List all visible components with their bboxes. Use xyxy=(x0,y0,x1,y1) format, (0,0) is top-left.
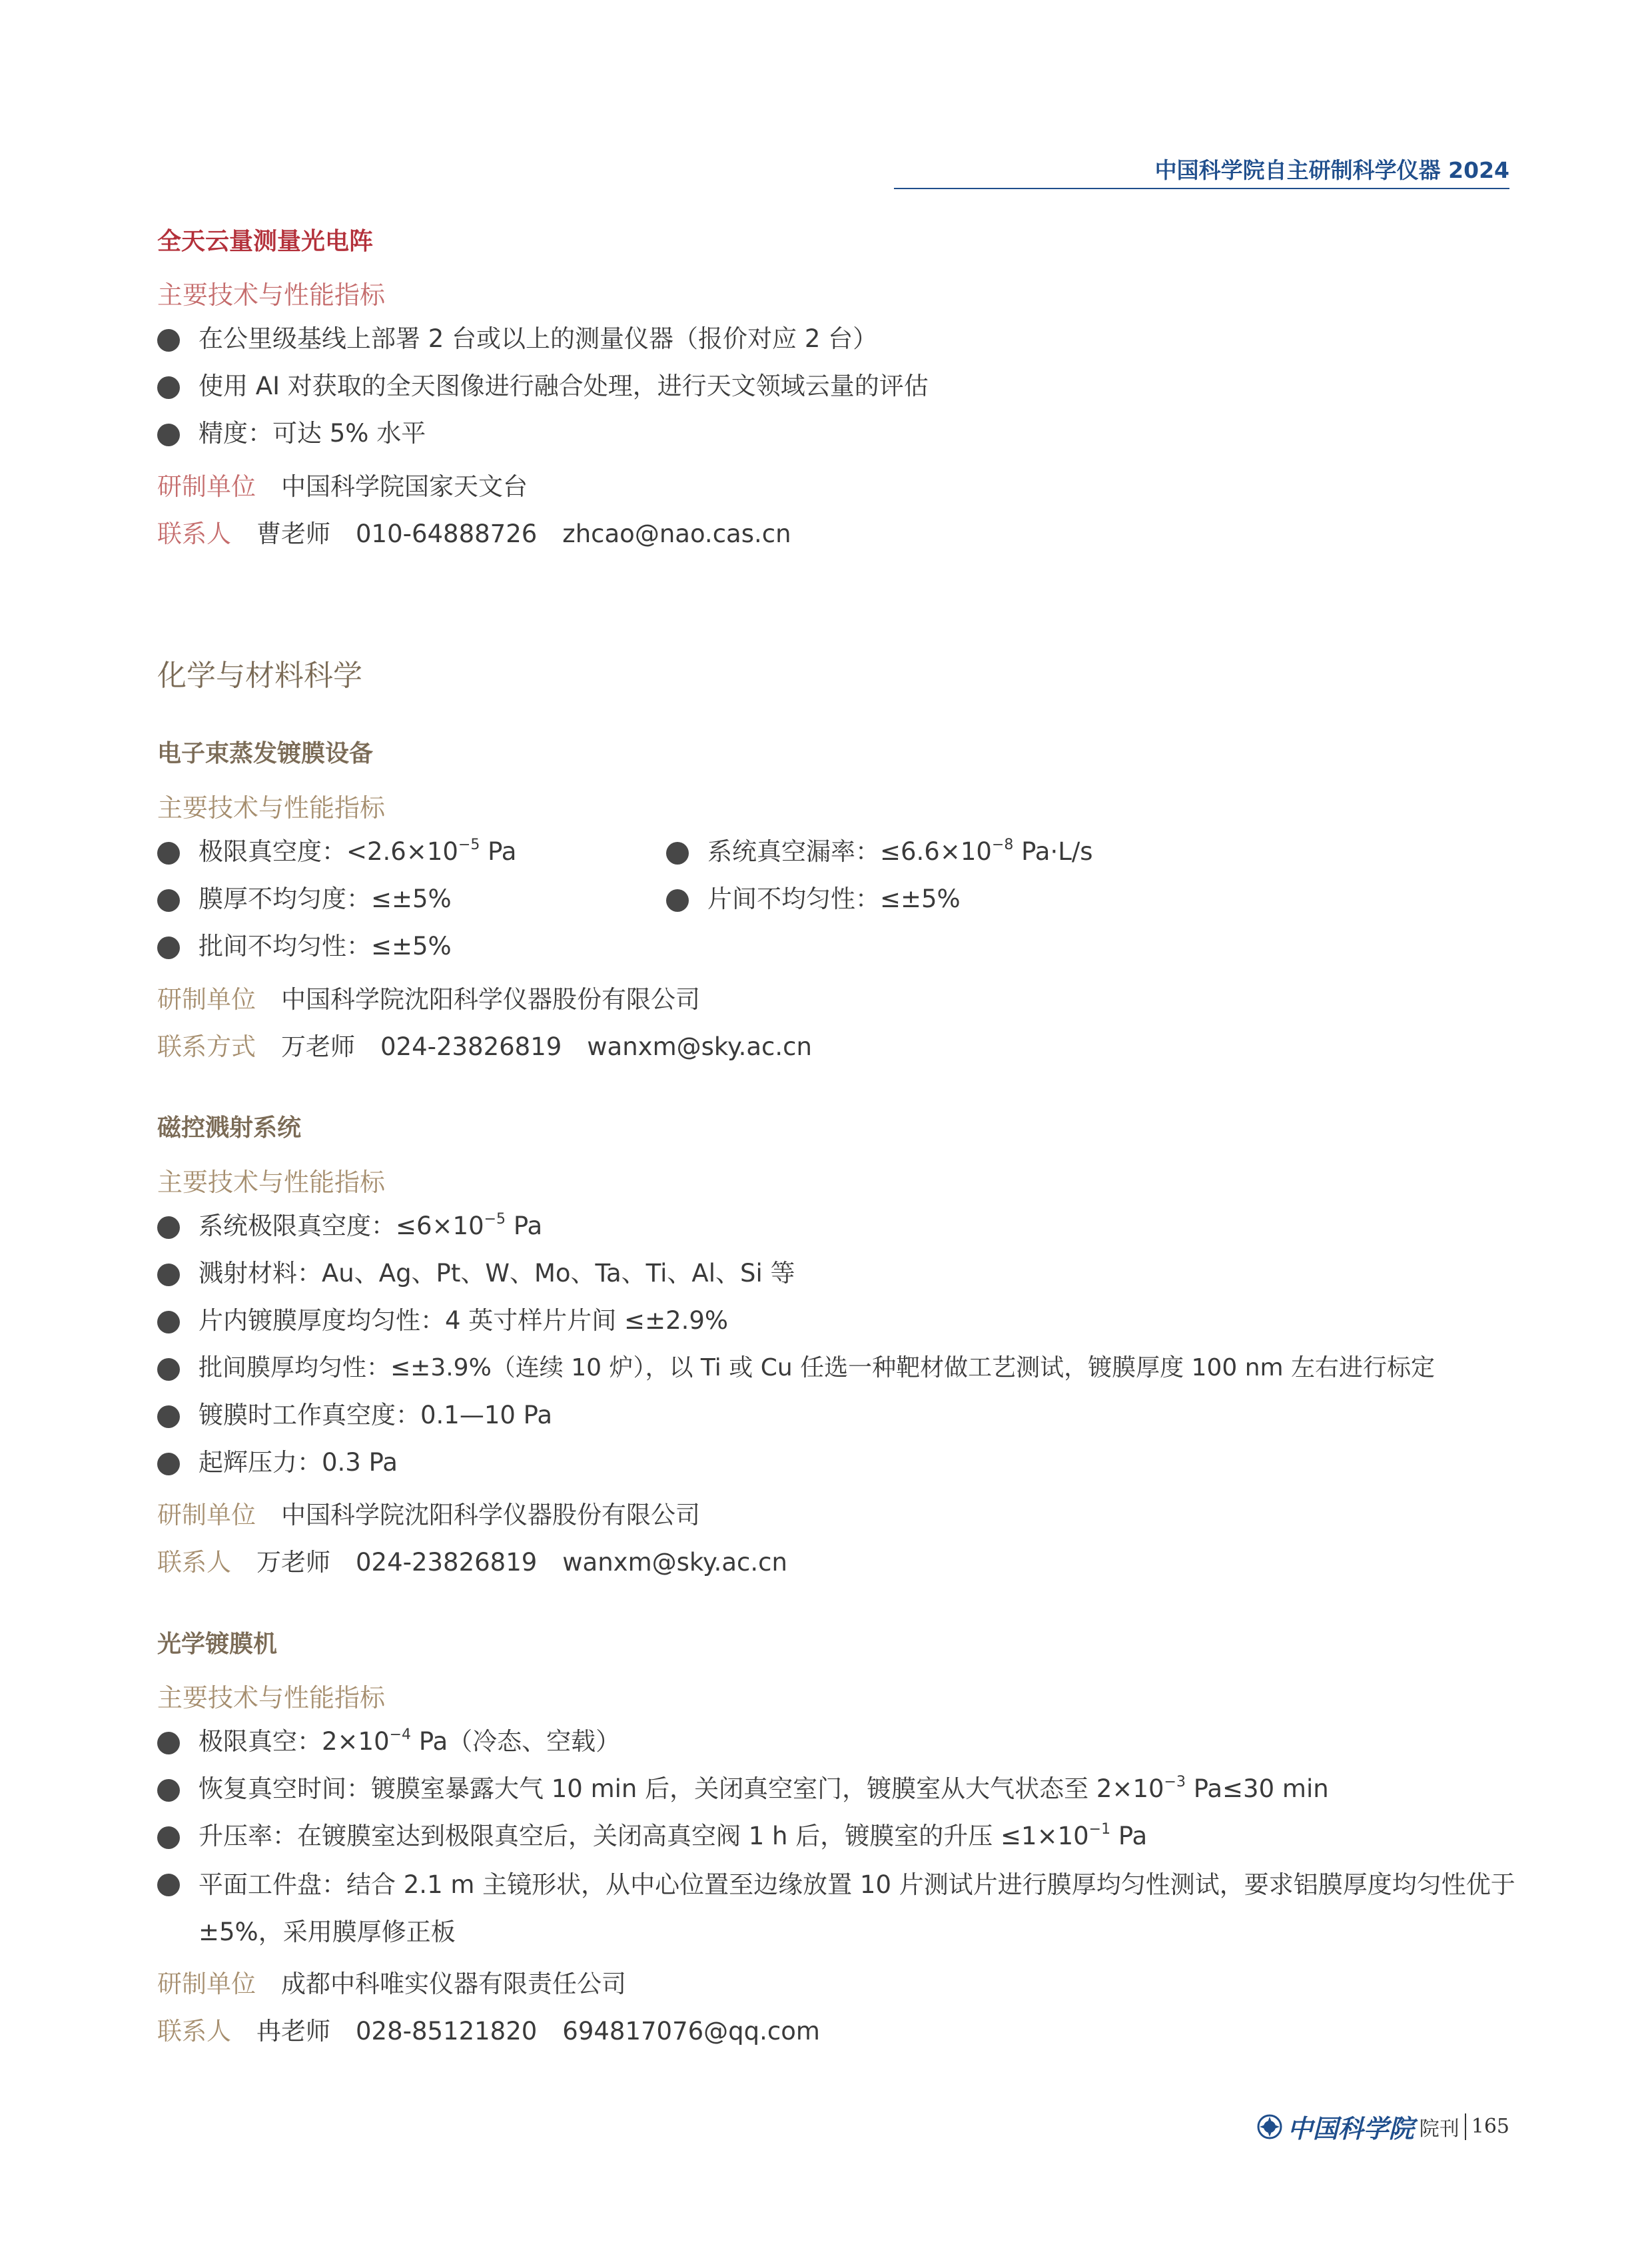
developer-name: 中国科学院沈阳科学仪器股份有限公司 xyxy=(281,1501,700,1529)
publication-name: 院刊 xyxy=(1419,2117,1459,2141)
contact-email: wanxm@sky.ac.cn xyxy=(587,1032,812,1061)
contact-email: zhcao@nao.cas.cn xyxy=(562,520,791,548)
item-title: 电子束蒸发镀膜设备 xyxy=(157,740,374,767)
developer-line xyxy=(157,1964,626,2000)
item-title: 全天云量测量光电阵 xyxy=(157,228,374,255)
specs-heading: 主要技术与性能指标 xyxy=(157,793,386,823)
contact-phone: 024-23826819 xyxy=(356,1548,538,1577)
spec-bullet: 镀膜时工作真空度：0.1—10 Pa xyxy=(157,1398,552,1433)
contact-phone: 024-23826819 xyxy=(380,1032,562,1061)
contact-email: 694817076@qq.com xyxy=(562,2017,820,2046)
developer-line xyxy=(157,466,528,502)
specs-heading: 主要技术与性能指标 xyxy=(157,1168,386,1197)
contact-name: 万老师 xyxy=(256,1548,330,1577)
spec-bullet: 系统极限真空度：$\le 6\times 10^{-5}$ Pa xyxy=(157,1209,542,1244)
spec-bullet: 起辉压力：0.3 Pa xyxy=(157,1445,398,1480)
specs-heading: 主要技术与性能指标 xyxy=(157,280,386,310)
running-header-title: 中国科学院自主研制科学仪器 2024 xyxy=(1154,157,1509,183)
item-title: 磁控溅射系统 xyxy=(157,1114,302,1142)
developer-name: 中国科学院国家天文台 xyxy=(281,472,528,501)
page-number: 165 xyxy=(1471,2115,1509,2138)
spec-bullet: 片内镀膜厚度均匀性：4 英寸样片片间 ≤±2.9% xyxy=(157,1304,728,1338)
section-title: 化学与材料科学 xyxy=(157,659,362,693)
contact-line xyxy=(157,514,791,550)
footer-divider xyxy=(1465,2113,1466,2140)
spec-bullet: 批间膜厚均匀性：≤±3.9%（连续 10 炉），以 Ti 或 Cu 任选一种靶材做工艺测试，镀膜厚度 100 nm 左右进行标定 xyxy=(157,1351,1435,1385)
contact-name: 冉老师 xyxy=(256,2017,330,2046)
spec-bullet: 升压率：在镀膜室达到极限真空后，关闭高真空阀 1 h 后，镀膜室的升压 $\le 1\times 10^{-1}$ Pa xyxy=(157,1819,1147,1854)
page-footer xyxy=(1257,2108,1509,2145)
developer-name: 中国科学院沈阳科学仪器股份有限公司 xyxy=(281,985,700,1014)
specs-heading: 主要技术与性能指标 xyxy=(157,1683,386,1712)
spec-bullet: 极限真空：$2\times 10^{-4}$ Pa（冷态、空载） xyxy=(157,1724,620,1759)
contact-line xyxy=(157,2011,820,2047)
spec-bullet: 极限真空度：$<2.6\times 10^{-5}$ Pa xyxy=(157,835,516,869)
developer-name: 成都中科唯实仪器有限责任公司 xyxy=(281,1970,626,1998)
developer-label: 研制单位 xyxy=(157,1501,256,1529)
contact-name: 万老师 xyxy=(281,1032,355,1061)
spec-bullet: 恢复真空时间：镀膜室暴露大气 10 min 后，关闭真空室门，镀膜室从大气状态至 $2\times 10^{-3}$ Pa≤30 min xyxy=(157,1772,1329,1806)
spec-bullet: 系统真空漏率：$\le 6.6\times 10^{-8}$ Pa·L/s xyxy=(666,835,1093,869)
cas-emblem-icon xyxy=(1257,2114,1282,2139)
contact-label: 联系人 xyxy=(157,520,231,548)
spec-bullet: 使用 AI 对获取的全天图像进行融合处理，进行天文领域云量的评估 xyxy=(157,369,929,404)
spec-bullet: 精度：可达 5% 水平 xyxy=(157,416,426,451)
contact-line xyxy=(157,1542,787,1578)
contact-label: 联系人 xyxy=(157,2017,231,2046)
cas-logo-text: 中国科学院 xyxy=(1287,2113,1414,2143)
spec-bullet: 在公里级基线上部署 2 台或以上的测量仪器（报价对应 2 台） xyxy=(157,322,877,356)
spec-bullet: 膜厚不均匀度：≤±5% xyxy=(157,882,452,917)
spec-bullet: 批间不均匀性：≤±5% xyxy=(157,929,452,964)
contact-email: wanxm@sky.ac.cn xyxy=(562,1548,787,1577)
developer-label: 研制单位 xyxy=(157,472,256,501)
spec-bullet: 平面工件盘：结合 2.1 m 主镜形状，从中心位置至边缘放置 10 片测试片进行膜厚均匀性测试，要求铝膜厚度均匀性优于 ±5%，采用膜厚修正板 xyxy=(157,1861,1541,1956)
contact-label: 联系人 xyxy=(157,1548,231,1577)
developer-line xyxy=(157,979,700,1015)
spec-bullet: 片间不均匀性：≤±5% xyxy=(666,882,961,917)
developer-label: 研制单位 xyxy=(157,985,256,1014)
contact-phone: 028-85121820 xyxy=(356,2017,538,2046)
header-rule xyxy=(894,188,1509,189)
item-title: 光学镀膜机 xyxy=(157,1631,278,1658)
developer-line xyxy=(157,1495,700,1531)
contact-line xyxy=(157,1026,812,1062)
contact-name: 曹老师 xyxy=(256,520,330,548)
contact-phone: 010-64888726 xyxy=(356,520,538,548)
contact-label: 联系方式 xyxy=(157,1032,256,1061)
spec-bullet: 溅射材料：Au、Ag、Pt、W、Mo、Ta、Ti、Al、Si 等 xyxy=(157,1256,795,1291)
developer-label: 研制单位 xyxy=(157,1970,256,1998)
